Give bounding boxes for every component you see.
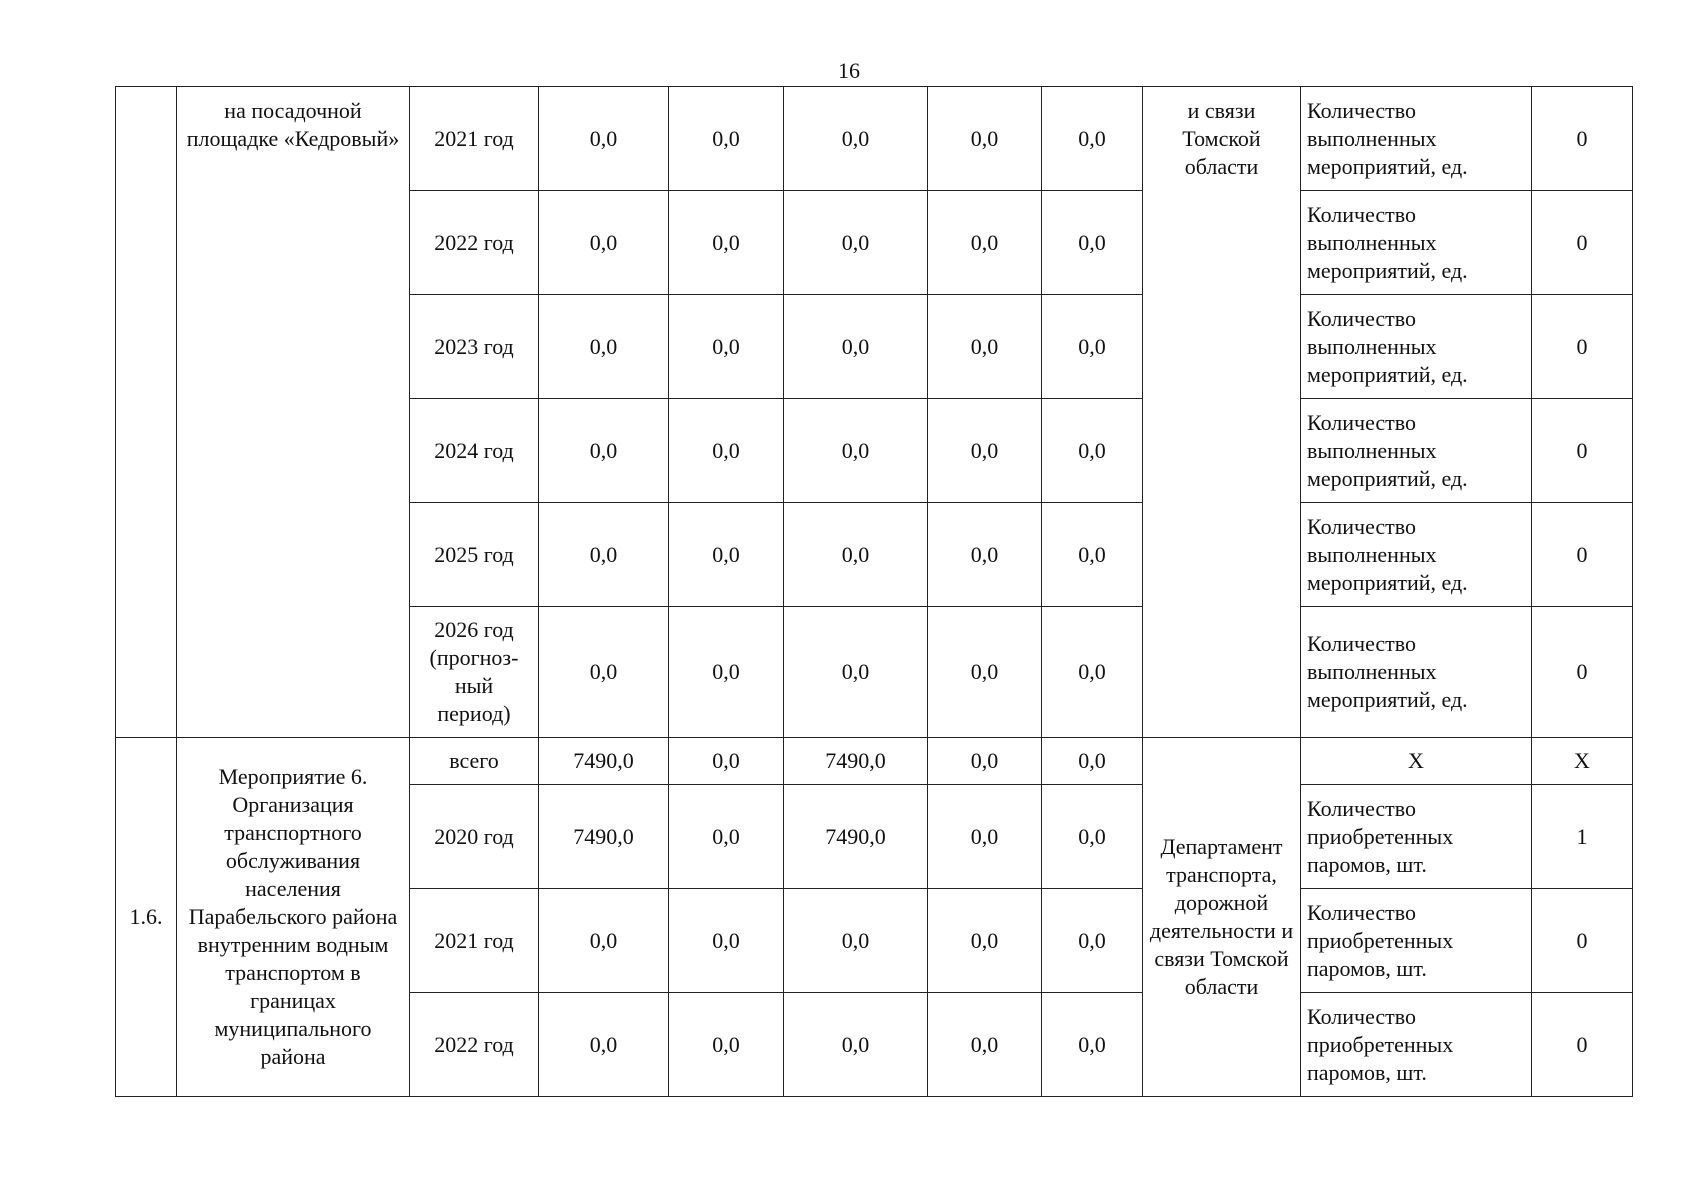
target-value-cell: 0 (1532, 993, 1633, 1097)
period-cell: 2020 год (410, 785, 539, 889)
value-cell: 0,0 (669, 889, 784, 993)
target-value-cell: 0 (1532, 295, 1633, 399)
value-cell: 0,0 (928, 399, 1042, 503)
value-cell: 0,0 (784, 503, 928, 607)
value-cell: 0,0 (539, 993, 669, 1097)
measure-name-cell: Мероприятие 6. Организация транспортного обслуживания населения Парабельского района внутренним водным транспортом в границах муниципального района (177, 738, 410, 1097)
value-cell: 0,0 (539, 399, 669, 503)
period-cell: 2023 год (410, 295, 539, 399)
value-cell: 0,0 (928, 87, 1042, 191)
value-cell: 0,0 (539, 87, 669, 191)
value-cell: 0,0 (784, 889, 928, 993)
indicator-cell: Количество выполненных мероприятий, ед. (1301, 87, 1532, 191)
indicator-cell: Количество выполненных мероприятий, ед. (1301, 503, 1532, 607)
period-cell: 2024 год (410, 399, 539, 503)
target-value-cell: 0 (1532, 191, 1633, 295)
value-cell: 0,0 (784, 399, 928, 503)
value-cell: 0,0 (539, 191, 669, 295)
indicator-cell: Количество выполненных мероприятий, ед. (1301, 399, 1532, 503)
table-row (116, 87, 1633, 191)
period-cell: 2022 год (410, 993, 539, 1097)
target-value-cell: 0 (1532, 87, 1633, 191)
value-cell: 0,0 (928, 785, 1042, 889)
value-cell: 0,0 (928, 191, 1042, 295)
value-cell: 0,0 (928, 738, 1042, 785)
value-cell: 0,0 (669, 399, 784, 503)
value-cell: 0,0 (928, 295, 1042, 399)
value-cell: 0,0 (1042, 738, 1143, 785)
value-cell: 0,0 (1042, 993, 1143, 1097)
value-cell: 0,0 (669, 295, 784, 399)
indicator-cell: Количество приобретенных паромов, шт. (1301, 785, 1532, 889)
value-cell: 0,0 (928, 503, 1042, 607)
value-cell: 0,0 (1042, 503, 1143, 607)
indicator-cell: X (1301, 738, 1532, 785)
value-cell: 0,0 (928, 889, 1042, 993)
measure-name-cell: на посадочной площадке «Кедровый» (177, 87, 410, 738)
indicator-cell: Количество выполненных мероприятий, ед. (1301, 191, 1532, 295)
row-number-cell: 1.6. (116, 738, 177, 1097)
program-table (115, 86, 1633, 1097)
period-cell: 2021 год (410, 87, 539, 191)
value-cell: 0,0 (669, 503, 784, 607)
value-cell: 0,0 (539, 607, 669, 738)
target-value-cell: X (1532, 738, 1633, 785)
value-cell: 0,0 (539, 295, 669, 399)
value-cell: 0,0 (1042, 785, 1143, 889)
value-cell: 0,0 (784, 607, 928, 738)
target-value-cell: 1 (1532, 785, 1633, 889)
value-cell: 7490,0 (539, 785, 669, 889)
value-cell: 0,0 (1042, 87, 1143, 191)
period-cell: 2026 год (прогноз-ный период) (410, 607, 539, 738)
value-cell: 0,0 (928, 607, 1042, 738)
value-cell: 0,0 (669, 191, 784, 295)
value-cell: 0,0 (1042, 399, 1143, 503)
value-cell: 0,0 (784, 87, 928, 191)
period-cell: 2025 год (410, 503, 539, 607)
indicator-cell: Количество приобретенных паромов, шт. (1301, 993, 1532, 1097)
indicator-cell: Количество выполненных мероприятий, ед. (1301, 295, 1532, 399)
value-cell: 0,0 (784, 993, 928, 1097)
page-number: 16 (838, 58, 860, 83)
target-value-cell: 0 (1532, 607, 1633, 738)
value-cell: 7490,0 (784, 738, 928, 785)
value-cell: 0,0 (784, 191, 928, 295)
value-cell: 0,0 (928, 993, 1042, 1097)
value-cell: 0,0 (669, 738, 784, 785)
value-cell: 0,0 (1042, 295, 1143, 399)
target-value-cell: 0 (1532, 889, 1633, 993)
value-cell: 0,0 (669, 785, 784, 889)
row-number-cell (116, 87, 177, 738)
value-cell: 0,0 (669, 87, 784, 191)
executor-cell: Департамент транспорта, дорожной деятельности и связи Томской области (1143, 738, 1301, 1097)
value-cell: 0,0 (1042, 191, 1143, 295)
value-cell: 0,0 (539, 503, 669, 607)
indicator-cell: Количество выполненных мероприятий, ед. (1301, 607, 1532, 738)
value-cell: 0,0 (1042, 607, 1143, 738)
value-cell: 0,0 (669, 607, 784, 738)
value-cell: 0,0 (784, 295, 928, 399)
value-cell: 7490,0 (784, 785, 928, 889)
value-cell: 7490,0 (539, 738, 669, 785)
value-cell: 0,0 (539, 889, 669, 993)
period-cell: 2022 год (410, 191, 539, 295)
table-row (116, 738, 1633, 785)
executor-cell: и связи Томской области (1143, 87, 1301, 738)
target-value-cell: 0 (1532, 503, 1633, 607)
target-value-cell: 0 (1532, 399, 1633, 503)
value-cell: 0,0 (669, 993, 784, 1097)
period-cell: 2021 год (410, 889, 539, 993)
period-cell: всего (410, 738, 539, 785)
value-cell: 0,0 (1042, 889, 1143, 993)
indicator-cell: Количество приобретенных паромов, шт. (1301, 889, 1532, 993)
